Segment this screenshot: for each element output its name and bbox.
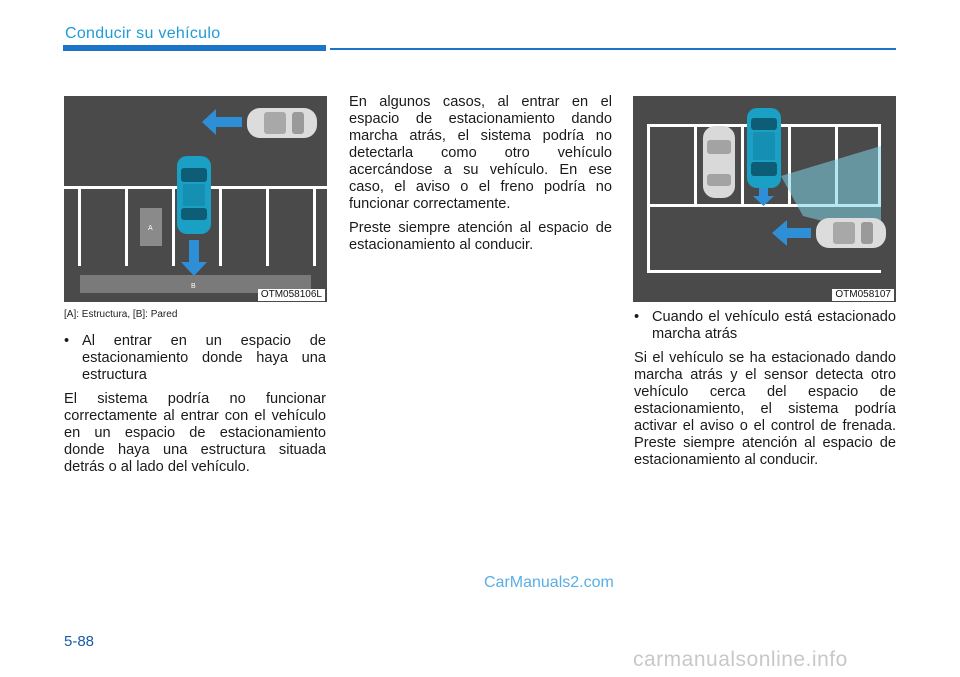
bullet-text: Al entrar en un espacio de estacionamiento donde haya una estructura [82, 333, 326, 383]
column-1 [64, 333, 326, 483]
figure-code: OTM058107 [832, 289, 894, 301]
column-2 [349, 94, 612, 261]
label-b: B [191, 283, 196, 290]
figure-reverse-parked [633, 96, 896, 302]
bullet-item [634, 309, 896, 343]
footer-watermark: carmanualsonline.info [633, 648, 848, 671]
figure-code: OTM058106L [258, 289, 325, 301]
label-a: A [148, 225, 153, 232]
bullet-item [64, 333, 326, 384]
paragraph: El sistema podría no funcionar correctamente al entrar con el vehículo en un espacio de estacionamiento donde haya una estructura situada detrás o al lado del vehículo. [64, 391, 326, 475]
figure-caption: [A]: Estructura, [B]: Pared [64, 309, 178, 320]
watermark-link[interactable]: CarManuals2.com [484, 574, 614, 591]
paragraph: Preste siempre atención al espacio de estacionamiento al conducir. [349, 220, 612, 253]
bullet-text: Cuando el vehículo está estacionado marcha atrás [652, 309, 896, 342]
bullet-icon: • [634, 309, 640, 325]
header-rule-thick [63, 45, 326, 51]
teal-car [747, 108, 781, 188]
section-title: Conducir su vehículo [65, 25, 221, 42]
bullet-icon: • [64, 333, 70, 349]
silver-approaching-car [816, 218, 886, 248]
paragraph: Si el vehículo se ha estacionado dando marcha atrás y el sensor detecta otro vehículo cerca del espacio de estacionamiento, el sistema podría activar el aviso o el control de frenada. Preste siempre atención al espacio de estacionamiento al conducir. [634, 350, 896, 468]
silver-parked-car [703, 126, 735, 198]
paragraph: En algunos casos, al entrar en el espacio de estacionamiento dando marcha atrás, el sistema podría no detectarla como otro vehículo acercándose a su vehículo. En ese caso, el aviso o el freno podría no funcionar correctamente. [349, 94, 612, 212]
column-3 [634, 309, 896, 476]
figure-parking-structure [64, 96, 327, 302]
page-number: 5-88 [64, 633, 95, 650]
header-rule-thin [330, 48, 896, 50]
teal-car [177, 156, 211, 234]
silver-car [247, 108, 317, 138]
